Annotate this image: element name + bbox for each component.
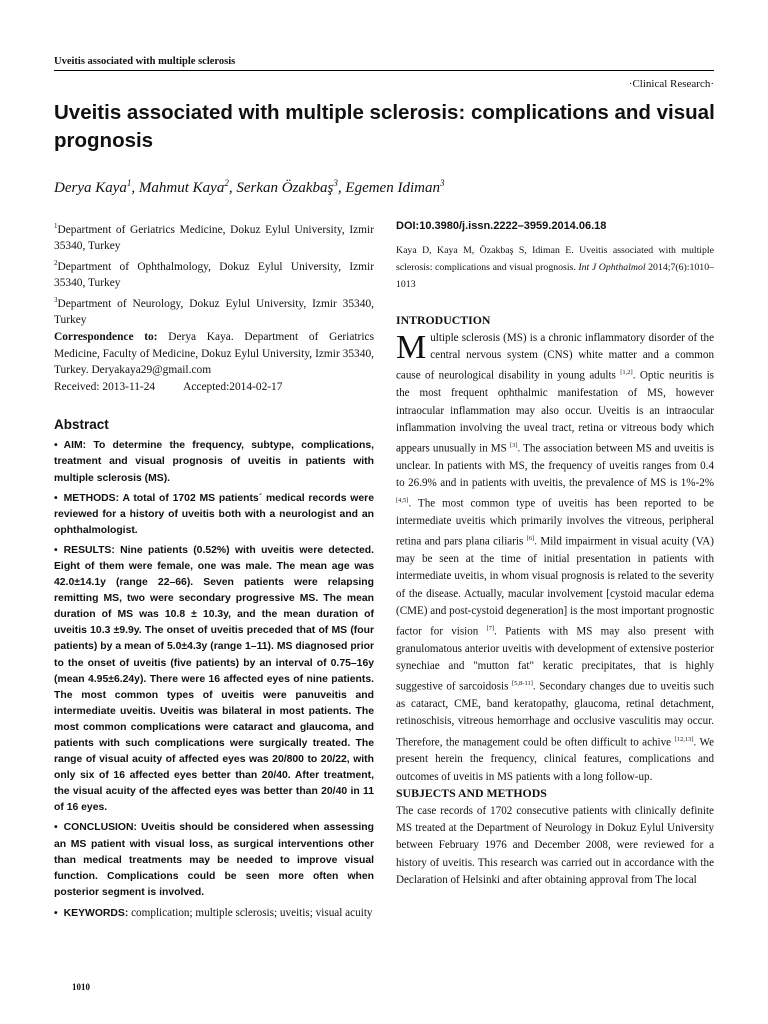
correspondence <box>54 329 374 379</box>
introduction-text: . The most common type of uveitis has been reported to be intermediate uveitis which primarily involves the vitreous, peripheral retina and pars plana ciliaris <box>396 497 714 548</box>
citation-ref-mark: [6] <box>526 535 535 543</box>
citation-ref: 2014;7(6):1010–1013 <box>396 262 715 290</box>
author-affiliation-mark: 2 <box>224 178 229 188</box>
author-affiliation-mark: 3 <box>439 178 445 188</box>
author-name: Egemen Idiman <box>345 180 440 196</box>
correspondence-text: Derya Kaya. Department of Geriatrics Medicine, Faculty of Medicine, Dokuz Eylul University, Izmir 35340, Turkey. Deryakaya29@gmail.com <box>54 330 374 377</box>
introduction-text: . Mild impairment in visual acuity (VA) may be seen at the time of initial presentation in patients with intermediate uveitis, in whom visual prognosis is related to the severity of the disease. Actually, macular involvement [cystoid macular edema (CME) and post-cystoid degeneration] is the most important prognostic factor for vision <box>396 535 714 638</box>
article-title: Uveitis associated with multiple sclerosis: complications and visual prognosis <box>54 101 715 152</box>
abstract-bullet: • <box>54 544 58 556</box>
abstract-bullet: • <box>54 440 58 452</box>
abstract-item-text: AIM: To determine the frequency, subtype, complications, treatment and visual prognosis of uveitis in patients with multiple sclerosis (MS). <box>54 440 374 484</box>
right-column <box>396 218 714 889</box>
citation-text: Kaya D, Kaya M, Özakbaş S, Idiman E. Uveitis associated with multiple sclerosis: complications and visual prognosis. <box>396 245 714 273</box>
author-name: Serkan Özakbaş <box>236 180 334 196</box>
abstract-item <box>54 820 374 900</box>
affiliation <box>54 292 374 329</box>
citation-ref-mark: [4,5] <box>396 497 409 505</box>
introduction-text: . Optic neuritis is the most frequent ophthalmic manifestation of MS, however intraocular inflammation may also occur. Uveitis is an intraocular inflammation involving the uveal tract, retina or vitreous body which appears unusually in MS <box>396 370 714 455</box>
keywords-text: complication; multiple sclerosis; uveitis; visual acuity <box>128 906 373 919</box>
author-name: Mahmut Kaya <box>138 180 225 196</box>
abstract-keywords <box>54 905 374 922</box>
left-column <box>54 218 374 926</box>
correspondence-label: Correspondence to: <box>54 330 158 343</box>
citation-ref-mark: [12,13] <box>674 735 694 743</box>
affiliation <box>54 218 374 255</box>
introduction-heading: INTRODUCTION <box>396 313 491 327</box>
abstract-item-text: CONCLUSION: Uveitis should be considered when assessing an MS patient with visual loss, as surgical interventions other than medical treatments may be needed to improve visual function. Complications could be seen more often when posterior segment is involved. <box>54 822 374 898</box>
citation-ref-mark: [5,8-11] <box>512 680 533 688</box>
introduction-text: . We present herein the frequency, clinical features, complications and outcomes of uveitis in MS patients with a long follow-up. <box>396 736 714 783</box>
citation <box>396 242 714 293</box>
abstract-bullet: • <box>54 822 58 834</box>
affiliation-mark: 3 <box>54 295 58 304</box>
section-tag: ·Clinical Research· <box>628 78 714 90</box>
introduction-text: ultiple sclerosis (MS) is a chronic inflammatory disorder of the central nervous system (CNS) white matter and a common cause of neurological disability in young adults <box>396 332 714 383</box>
abstract-bullet: • <box>54 492 58 504</box>
dropcap: M <box>396 329 427 366</box>
affiliation-mark: 1 <box>54 222 58 230</box>
introduction-text: . Secondary changes due to uveitis such as cataract, CME, band keratopathy, glaucoma, retinal detachment, retinoschisis, vitreous hemorrhage and occlusive vasculitis may occur. Therefore, the management could be often difficult to achive <box>396 680 715 749</box>
author-list: Derya Kaya$^1$, Mahmut Kaya$^2$, Serkan Özakbaş$^3$, Egemen Idiman$^3$ <box>54 178 445 196</box>
introduction-text: . The association between MS and uveitis is unclear. In patients with MS, the frequency of uveitis ranges from 0.4 to 26.9% and in patients with uveitis, the prevalence of MS is 1%-2% <box>396 442 714 489</box>
received-accepted <box>54 379 374 396</box>
author-affiliation-mark: 1 <box>126 178 132 188</box>
keywords-bullet: • <box>54 907 58 919</box>
citation-ref-mark: [1,2] <box>620 369 633 377</box>
abstract-item-text: RESULTS: Nine patients (0.52%) with uveitis were detected. Eight of them were female, one was male. The mean age was 42.0±14.1y (range 22–66). Seven patients were relapsing remitting MS, two were secondary progressive MS. The mean duration of MS was 10.8 ± 10.3y, and the mean duration of uveitis 10.3 ±9.9y. The onset of uveitis preceded that of MS (four patients) by a mean of 5.0±4.3y (range 1–11). MS diagnosed prior to the onset of uveitis (five patients) by an interval of 0.75–16y (mean 4.95±6.24y). There were 16 affected eyes of nine patients. The most common types of uveitis were panuveitis and intermediate uveitis. Uveitis was bilateral in most patients. The most common complications were cataract and glaucoma, and patients with such complications were surgically treated. The range of visual acuity of affected eyes was 20/800 to 20/22, with only six of 16 affected eyes better than 20/40. After treatment, the visual acuity of the affected eyes was better than 20/40 in 11 of 16 eyes. <box>54 544 374 814</box>
page-number: 1010 <box>72 982 90 992</box>
citation-journal: Int J Ophthalmol <box>578 262 646 273</box>
author-affiliation-mark: 3 <box>333 178 338 188</box>
methods-paragraph: The case records of 1702 consecutive patients with clinically definite MS treated at the Department of Neurology in Dokuz Eylul University between February 1976 and December 2008, were reviewed for a history of uveitis. This research was carried out in accordance with the Declaration of Helsinki and after obtaining approval from The local <box>396 804 714 886</box>
keywords-label: KEYWORDS: <box>63 907 129 919</box>
abstract-items <box>54 438 374 901</box>
accepted-date: Accepted:2014-02-17 <box>183 380 283 393</box>
affiliation-text: Department of Neurology, Dokuz Eylul University, Izmir 35340, Turkey <box>54 297 374 327</box>
methods-heading: SUBJECTS AND METHODS <box>396 785 547 800</box>
affiliation-text: Department of Ophthalmology, Dokuz Eylul University, Izmir 35340, Turkey <box>54 260 374 290</box>
citation-ref-mark: [3] <box>509 441 518 449</box>
abstract-item <box>54 543 374 817</box>
header-rule <box>54 70 714 71</box>
abstract-item <box>54 438 374 486</box>
abstract-item <box>54 491 374 539</box>
author-name: Derya Kaya <box>54 180 127 196</box>
abstract-heading: Abstract <box>54 417 109 433</box>
abstract-item-text: METHODS: A total of 1702 MS patients´ medical records were reviewed for a history of uveitis both with a neurologist and an ophthalmologist. <box>54 492 374 536</box>
introduction-text: . Patients with MS may also present with granulomatous anterior uveitis with development of extensive posterior synechiae and "mutton fat" keratic precipitates, that is highly suggestive of sarcoidosis <box>396 625 714 693</box>
received-date: Received: 2013-11-24 <box>54 380 156 393</box>
citation-ref-mark: [7] <box>486 625 495 632</box>
affiliation-mark: 2 <box>54 258 58 267</box>
running-head: Uveitis associated with multiple sclerosis <box>54 56 236 67</box>
affiliations <box>54 218 374 329</box>
affiliation-text: Department of Geriatrics Medicine, Dokuz Eylul University, Izmir 35340, Turkey <box>54 223 374 253</box>
doi: DOI:10.3980/j.issn.2222–3959.2014.06.18 <box>396 220 607 232</box>
introduction-paragraph <box>396 330 714 786</box>
affiliation <box>54 255 374 292</box>
